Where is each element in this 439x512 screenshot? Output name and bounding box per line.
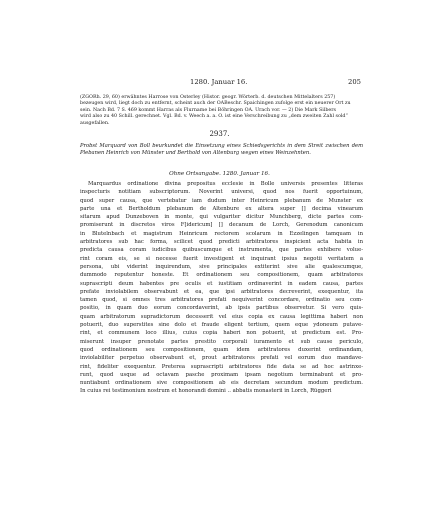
page-number: 205 (348, 78, 361, 86)
footnote-line: sein. Nach Bd. 7 S. 469 kommt Harras als Flurname bei Böhringen OA. Urach vor. — 2) Die Mark Silbers (80, 107, 337, 113)
body-text-line: rint, et communem loco illius, cuius copia haberi non potuerit, ut predictum est. Pro- (80, 330, 363, 337)
body-text-line: parte una et Bertholdum plebanum de Altenbure ex altera super [] decima vinearum (80, 205, 363, 212)
body-text-line: positio, in quam duo eorum concordaverint, ab ipsis partibus observetur. Si vero quis- (80, 305, 363, 312)
body-text-line: suprascripti deum habentes pre oculis et iustitiam ordinaverint in eadem causa, partes (80, 280, 363, 287)
body-text-line: nuntiabunt ordinationem sive compositionem ab eis decretam secundum modum predictum. (80, 380, 363, 387)
header-date: 1280. Januar 16. (190, 78, 248, 86)
body-text-line: rint, fideliter exequentur. Preterea suprascripti arbitratores fide data se ad hoc astrinxe- (80, 363, 363, 370)
document-number: 2937. (209, 130, 230, 138)
body-text-line: prefate inviolabilem observabunt et ea, que ipsi arbitratores decreverint, exequentur, ita (80, 288, 363, 295)
footnote-line: bezeugen wird, liegt doch zu entfernt, scheint auch der OABeschr. Spaichingen zufolge erst ein neuerer Ort zu (80, 101, 351, 107)
source-date-line: Ohne Ortsangabe. 1280. Januar 16. (169, 171, 270, 177)
footnote-line: wird also zu 40 Schill. gerechnet. Vgl. Bd. v. Weech a. a. O. ist eine Verschreibung zu „dem zweiten Zahl sold“ (80, 114, 348, 120)
footnotes-block (80, 95, 363, 127)
body-text-line: arbitratores sub hac forma, scilicet quod predicti arbitratores inspicient acta habita in (80, 239, 363, 246)
running-header (80, 78, 361, 88)
footnote-line: ausgefallen. (80, 120, 110, 126)
body-text-line: in Blutelnbach et magistrum Heinricum rectorem scolarum in Ezzelingen tamquam in (80, 230, 363, 237)
body-text-line: predicta causa coram iudicibus quibuscumque et instrumenta, que partes exhibere volue- (80, 247, 363, 254)
regest-summary: Probst Marquard von Boll beurkundet die Einsetzung eines Schiedsgerichts in dem Streit zwischen dem Plebanen Heinrich von Münster und Berthold von Altenburg wegen eines Weinzehnten. (80, 143, 363, 157)
body-text-line: Marquardus ordinatione divina prepositus ecclesie in Bolle universis presentes litteras (88, 181, 363, 187)
body-text-line: inspecturis notitiam subscriptorum. Noverint universi, quod nos fuerit opportuinum, (80, 189, 363, 196)
body-text-line: runt, quod usque ad octavam pasche proximam ipsam negotium terminabunt et pro- (80, 371, 363, 378)
body-text-line: quod ordinationem seu compositionem, quam idem arbitratores duxerint ordinandam, (80, 346, 363, 353)
body-text-line: sitarum apud Dunzeboven in monte, qui vulgariter dicitur Munchberg, dicte partes com- (80, 214, 363, 221)
body-text-line: quod super causa, que vertebatur iam dudum inter Heinricum plebanum de Munster ex (80, 197, 363, 204)
body-text-line: In cuius rei testimonium nostrum et honorandi domini .. abbatis monasterii in Lorch, Rüggeri (80, 388, 332, 395)
body-text-line: quam arbitratorum supradictorum decesserit vel eius copia ex causa legittima haberi non (80, 313, 363, 320)
body-text-line: potuerit, duo superstites sine dolo et fraude eligent tertium, quem eque ydoneum putave- (80, 322, 363, 329)
body-text-line: rint coram eis, se si necesse fuerit investigent et inquirant ipsius negotii veritatem a (80, 255, 363, 262)
body-text-line: persona, ubi viderint inquirendum, sive principales extiterint sive alie qualescumque, (80, 263, 363, 270)
body-text-line: inviolabiliter perpetuo observabunt et, prout arbitratores prefati vel eorum duo mandave- (80, 355, 363, 362)
document-body (80, 180, 363, 396)
body-text-line: miserunt insuper prenotate partes prestito corporali iuramento et sub cause periculo, (80, 338, 363, 345)
body-text-line: dummodo reputentur honeste. Et ordinationem seu compositionem, quam arbitratores (80, 272, 363, 279)
body-text-line: tamen quod, si omnes tres arbitratores prefati nequiverint concordare, ordinatio seu com- (80, 297, 363, 304)
body-text-line: promiserunt in discretos viros F[idericum] [] decanum de Lorch, Gerenodum canonicum (80, 222, 363, 229)
footnote-line: (ZGORh. 29, 60) erwähntes Harrose von Osterley (Histor. geogr. Wörterb. d. deutschen Mittelalters 257) (80, 95, 336, 100)
